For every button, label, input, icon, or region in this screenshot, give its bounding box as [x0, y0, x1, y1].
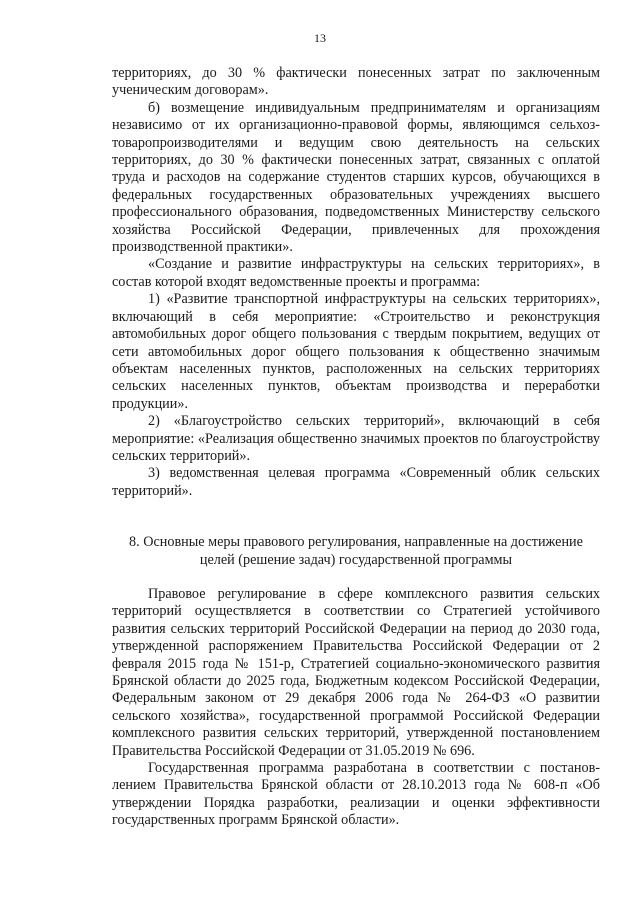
page-number: 13 — [314, 31, 326, 45]
paragraph: Государственная программа разработана в соответствии с постанов-лением Правительства Брянской области от 28.10.2013 года № 608-п «Об утверждении Порядка разработки, реализации и оценки эффективности государственных программ Брянской области». — [112, 760, 600, 829]
section-heading-line-1: 8. Основные меры правового регулирования, направленные на достижение — [129, 534, 583, 551]
paragraph: Правовое регулирование в сфере комплексного развития сельских территорий осуществляется в соответствии со Стратегией устойчивого развития сельских территорий Российской Федерации на период до 2030 года, утвержденной распоряжением Правительства Российской Федерации от 2 февраля 2015 года № 151-р, Стратегией социально-экономического развития Брянской области до 2025 года, Бюджетным кодексом Российской Федерации, Федеральным законом от 29 декабря 2006 года № 264-ФЗ «О развитии сельского хозяйства», государственной программой Российской Федерации комплексного развития сельских территорий, утвержденной постановлением Правительства Российской Федерации от 31.05.2019 № 696. — [112, 585, 600, 759]
section-heading-line-2: целей (решение задач) государственной программы — [199, 551, 513, 568]
paragraph: территориях, до 30 % фактически понесенных затрат по заключенным ученическим договорам». — [112, 65, 600, 99]
paragraph: б) возмещение индивидуальным предпринимателям и организациям независимо от их организационно-правовой формы, являющимся сельхоз-товаропроизводителями и ведущим свою деятельность на сельских территориях, до 30 % фактически понесенных затрат, связанных с оплатой труда и расходов на содержание студентов старших курсов, обучающихся в федеральных государственных образовательных учреждениях высшего профессионального образования, подведомственных Министерству сельского хозяйства Российской Федерации, привлеченных для прохождения производственной практики». — [112, 99, 600, 256]
section-heading — [112, 534, 600, 569]
list-item-paragraph: 1) «Развитие транспортной инфраструктуры на сельских территориях», включающий в себя мероприятие: «Строительство и реконструкция автомобильных дорог общего пользования с твердым покрытием, ведущих от сети автомобильных дорог общего пользования к общественно значимым объектам населенных пунктов, расположенных на сельских территориях сельских населенных пунктов, объектам производства и переработки продукции». — [112, 291, 600, 412]
document-body — [112, 65, 600, 830]
list-item-paragraph: 2) «Благоустройство сельских территорий», включающий в себя мероприятие: «Реализация общественно значимых проектов по благоустройству сельских территорий». — [112, 413, 600, 464]
list-item-paragraph: 3) ведомственная целевая программа «Современный облик сельских территорий». — [112, 465, 600, 499]
paragraph: «Создание и развитие инфраструктуры на сельских территориях», в состав которой входят ведомственные проекты и программа: — [112, 256, 600, 290]
